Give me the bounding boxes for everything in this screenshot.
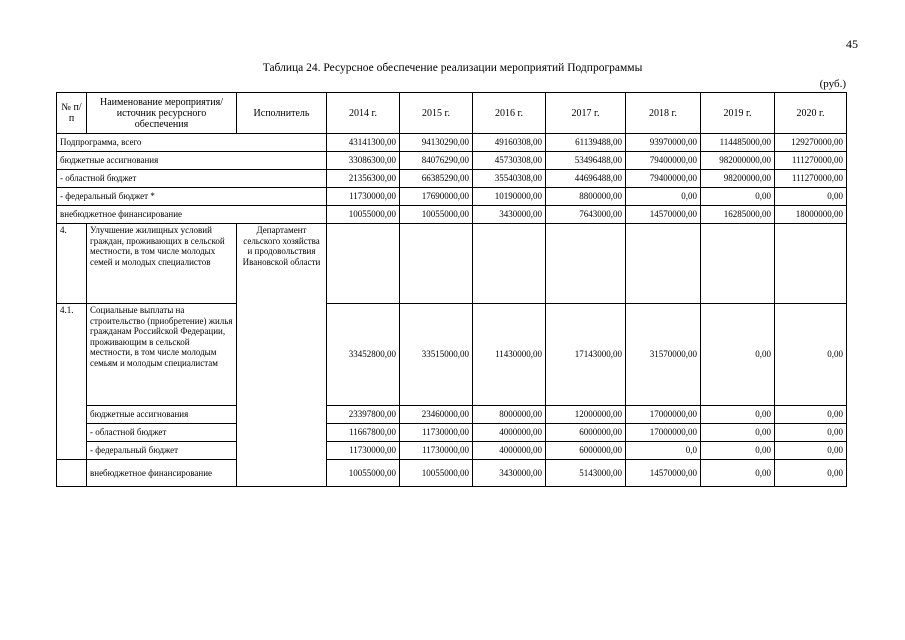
- cell-value: 53496488,00: [546, 152, 626, 170]
- cell-empty: [473, 224, 546, 304]
- table-row: [57, 460, 847, 487]
- cell-value: 33086300,00: [327, 152, 400, 170]
- cell-value: 3430000,00: [473, 460, 546, 487]
- cell-value: 6000000,00: [546, 424, 626, 442]
- row-label: Подпрограмма, всего: [57, 134, 327, 152]
- cell-value: 12000000,00: [546, 406, 626, 424]
- row-label: бюджетные ассигнования: [87, 406, 237, 424]
- cell-value: 4000000,00: [473, 424, 546, 442]
- cell-value: 6000000,00: [546, 442, 626, 460]
- cell-value: 10055000,00: [400, 206, 473, 224]
- cell-value: 11730000,00: [327, 442, 400, 460]
- table-row: [57, 206, 847, 224]
- cell-value: 11730000,00: [400, 424, 473, 442]
- cell-value: 3430000,00: [473, 206, 546, 224]
- header-year: 2014 г.: [327, 93, 400, 134]
- cell-value: 11667800,00: [327, 424, 400, 442]
- resource-table: [56, 92, 847, 487]
- cell-value: 17000000,00: [626, 406, 701, 424]
- cell-value: 129270000,00: [775, 134, 847, 152]
- table-row: [57, 170, 847, 188]
- cell-value: 18000000,00: [775, 206, 847, 224]
- item-name: Социальные выплаты на строительство (приобретение) жилья гражданам Российской Федерации, проживающим в сельской местности, в том числе молодым семьям и молодым специалистам: [87, 304, 237, 406]
- header-name: Наименование мероприятия/источник ресурсного обеспечения: [87, 93, 237, 134]
- cell-value: 79400000,00: [626, 152, 701, 170]
- cell-value: 0,00: [701, 442, 775, 460]
- item-number: 4.: [57, 224, 87, 304]
- cell-value: 84076290,00: [400, 152, 473, 170]
- cell-empty: [327, 224, 400, 304]
- cell-empty: [57, 460, 87, 487]
- cell-value: 23460000,00: [400, 406, 473, 424]
- cell-value: 35540308,00: [473, 170, 546, 188]
- cell-value: 0,00: [626, 188, 701, 206]
- header-year: 2020 г.: [775, 93, 847, 134]
- cell-value: 0,00: [701, 406, 775, 424]
- row-label: внебюджетное финансирование: [87, 460, 237, 487]
- cell-value: 11730000,00: [400, 442, 473, 460]
- table-row: [57, 424, 847, 442]
- cell-value: 44696488,00: [546, 170, 626, 188]
- item-executor: Департамент сельского хозяйства и продовольствия Ивановской области: [237, 224, 327, 487]
- cell-value: 10055000,00: [400, 460, 473, 487]
- cell-value: 14570000,00: [626, 206, 701, 224]
- cell-value: 98200000,00: [701, 170, 775, 188]
- row-label: - федеральный бюджет *: [57, 188, 327, 206]
- cell-value: 17000000,00: [626, 424, 701, 442]
- cell-value: 0,00: [775, 304, 847, 406]
- item-number: 4.1.: [57, 304, 87, 460]
- cell-value: 93970000,00: [626, 134, 701, 152]
- cell-value: 114485000,00: [701, 134, 775, 152]
- cell-value: 0,0: [626, 442, 701, 460]
- cell-value: 0,00: [775, 460, 847, 487]
- cell-value: 61139488,00: [546, 134, 626, 152]
- header-year: 2016 г.: [473, 93, 546, 134]
- item-name: Улучшение жилищных условий граждан, проживающих в сельской местности, в том числе молодых семей и молодых специалистов: [87, 224, 237, 304]
- cell-value: 111270000,00: [775, 170, 847, 188]
- cell-value: 49160308,00: [473, 134, 546, 152]
- row-label: - федеральный бюджет: [87, 442, 237, 460]
- row-label: внебюджетное финансирование: [57, 206, 327, 224]
- cell-value: 10190000,00: [473, 188, 546, 206]
- cell-value: 31570000,00: [626, 304, 701, 406]
- cell-value: 7643000,00: [546, 206, 626, 224]
- table-row-item-4: [57, 224, 847, 304]
- table-row: [57, 134, 847, 152]
- cell-value: 14570000,00: [626, 460, 701, 487]
- unit-label: (руб.): [819, 78, 846, 90]
- table-row-item-4-1: [57, 304, 847, 406]
- row-label: бюджетные ассигнования: [57, 152, 327, 170]
- cell-value: 17143000,00: [546, 304, 626, 406]
- cell-value: 79400000,00: [626, 170, 701, 188]
- header-executor: Исполнитель: [237, 93, 327, 134]
- cell-value: 11730000,00: [327, 188, 400, 206]
- cell-value: 0,00: [775, 406, 847, 424]
- row-label: - областной бюджет: [57, 170, 327, 188]
- cell-value: 16285000,00: [701, 206, 775, 224]
- cell-value: 94130290,00: [400, 134, 473, 152]
- cell-value: 21356300,00: [327, 170, 400, 188]
- table-row: [57, 442, 847, 460]
- page-number: 45: [846, 37, 858, 51]
- cell-empty: [546, 224, 626, 304]
- cell-empty: [701, 224, 775, 304]
- cell-value: 0,00: [701, 424, 775, 442]
- cell-value: 0,00: [775, 442, 847, 460]
- cell-value: 8800000,00: [546, 188, 626, 206]
- header-num: № п/п: [57, 93, 87, 134]
- cell-value: 33515000,00: [400, 304, 473, 406]
- cell-value: 11430000,00: [473, 304, 546, 406]
- cell-empty: [775, 224, 847, 304]
- cell-value: 17690000,00: [400, 188, 473, 206]
- table-caption: Таблица 24. Ресурсное обеспечение реализации мероприятий Подпрограммы: [262, 62, 643, 74]
- cell-value: 45730308,00: [473, 152, 546, 170]
- cell-value: 0,00: [701, 188, 775, 206]
- cell-value: 0,00: [701, 304, 775, 406]
- cell-value: 982000000,00: [701, 152, 775, 170]
- cell-value: 66385290,00: [400, 170, 473, 188]
- table-row: [57, 406, 847, 424]
- cell-empty: [400, 224, 473, 304]
- cell-value: 43141300,00: [327, 134, 400, 152]
- header-year: 2015 г.: [400, 93, 473, 134]
- cell-value: 10055000,00: [327, 206, 400, 224]
- header-year: 2018 г.: [626, 93, 701, 134]
- cell-value: 0,00: [701, 460, 775, 487]
- table-row: [57, 188, 847, 206]
- table-header-row: [57, 93, 847, 134]
- row-label: - областной бюджет: [87, 424, 237, 442]
- cell-value: 5143000,00: [546, 460, 626, 487]
- cell-value: 23397800,00: [327, 406, 400, 424]
- cell-value: 0,00: [775, 424, 847, 442]
- cell-value: 111270000,00: [775, 152, 847, 170]
- cell-value: 4000000,00: [473, 442, 546, 460]
- cell-empty: [626, 224, 701, 304]
- cell-value: 8000000,00: [473, 406, 546, 424]
- header-year: 2017 г.: [546, 93, 626, 134]
- cell-value: 33452800,00: [327, 304, 400, 406]
- header-year: 2019 г.: [701, 93, 775, 134]
- cell-value: 0,00: [775, 188, 847, 206]
- cell-value: 10055000,00: [327, 460, 400, 487]
- table-row: [57, 152, 847, 170]
